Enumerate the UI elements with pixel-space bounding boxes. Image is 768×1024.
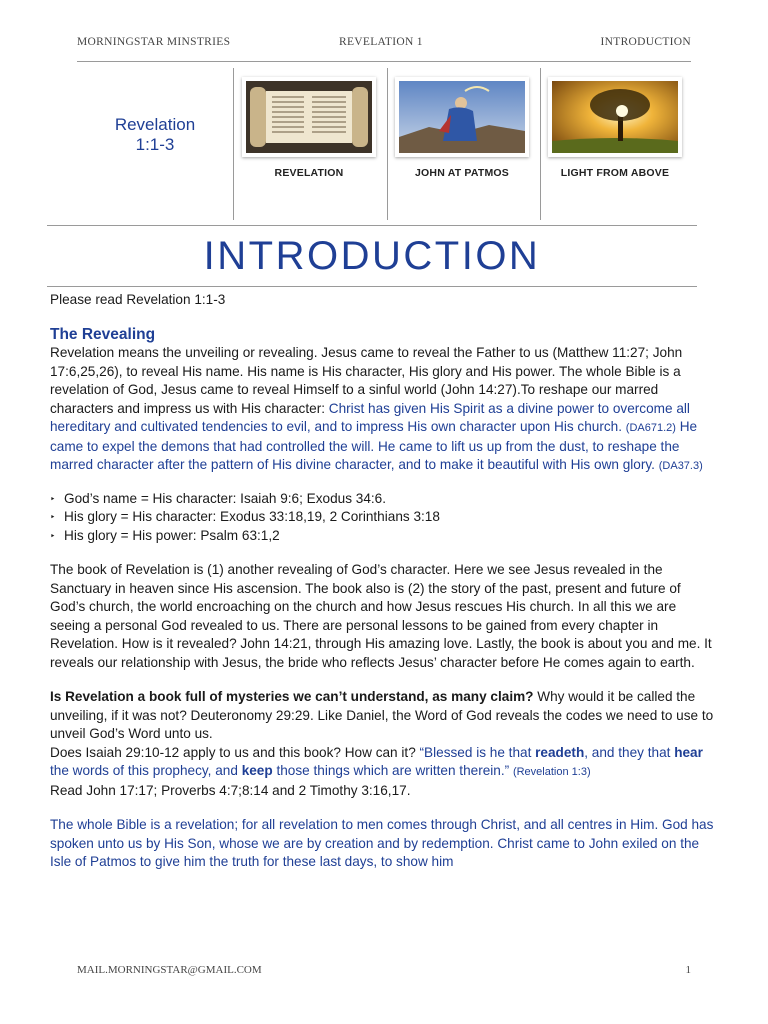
- paragraph-text: Revelation means the unveiling or revealing. Jesus came to reveal the Father to us (Matthew 11:27; John 17:6,25,26), to reveal His name. His name is His character, His glory and His power. The whole Bible is a revelation of God, Jesus came to reveal Himself to a sinful world (John 14:27).To reshape our marred characters and impress us with His character:: [50, 345, 683, 416]
- header-section: INTRODUCTION: [600, 36, 691, 48]
- book-title: Revelation: [114, 115, 196, 134]
- page-number: 1: [685, 964, 691, 976]
- bullet-icon: ‣: [50, 512, 56, 522]
- bullet-icon: ‣: [50, 530, 56, 541]
- paragraph-whole-bible: The whole Bible is a revelation; for all revelation to men comes through Christ, and all centres in Him. God has spoken unto us by His Son, whose we are by creation and by redemption. Christ came to John exiled on the Isle of Patmos to give him the truth for these last days, to show him: [50, 817, 714, 869]
- banner-image-light-from-above: [545, 77, 685, 179]
- bullet-icon: ‣: [50, 493, 56, 504]
- caption-revelation: REVELATION: [274, 167, 344, 179]
- running-header: [77, 36, 691, 50]
- footer-email: MAIL.MORNINGSTAR@GMAIL.COM: [77, 964, 262, 976]
- book-reference: [95, 115, 215, 155]
- section-heading: The Revealing: [50, 325, 156, 343]
- john-painting-image: [399, 81, 525, 153]
- paragraph-reading: Read John 17:17; Proverbs 4:7;8:14 and 2 Timothy 3:16,17.: [50, 782, 411, 798]
- banner-divider: [540, 68, 541, 220]
- citation: (Revelation 1:3): [512, 766, 591, 778]
- paragraph-isaiah: Does Isaiah 29:10-12 apply to us and this book? How can it? “Blessed is he that readeth, and they that hear the words of this prophecy, and keep those things which are written therein.” (Revelation 1:3): [50, 744, 703, 778]
- citation: (DA671.2): [625, 422, 676, 434]
- sunlit-tree-image: [552, 81, 678, 153]
- keyword: hear: [674, 744, 703, 760]
- list-item: ‣ God’s name = His character: Isaiah 9:6; Exodus 34:6.: [50, 490, 718, 509]
- banner-divider: [233, 68, 234, 220]
- caption-john-at-patmos: JOHN AT PATMOS: [415, 167, 509, 179]
- list-item: ‣ His glory = His power: Psalm 63:1,2: [50, 527, 718, 546]
- bullet-list: [50, 490, 718, 546]
- banner-divider: [387, 68, 388, 220]
- banner-image-john-at-patmos: [392, 77, 532, 179]
- banner-image-revelation: [239, 77, 379, 179]
- book-chapter-verse: 1:1-3: [135, 135, 175, 154]
- citation: (DA37.3): [658, 460, 703, 472]
- reading-instruction: Please read Revelation 1:1-3: [50, 292, 226, 307]
- title-rule-top: [47, 225, 697, 226]
- title-rule-bottom: [47, 286, 697, 287]
- list-item: ‣ His glory = His character: Exodus 33:18,19, 2 Corinthians 3:18: [50, 508, 718, 527]
- header-ministry: MORNINGSTAR MINSTRIES: [77, 36, 231, 48]
- question-bold: Is Revelation a book full of mysteries we can’t understand, as many claim?: [50, 689, 534, 704]
- paragraph-mysteries: Is Revelation a book full of mysteries we can’t understand, as many claim? Why would it be called the unveiling, if it was not? Deuteronomy 29:29. Like Daniel, the Word of God reveals the codes we need to use to unveil God’s Word unto us.: [50, 689, 714, 741]
- caption-light-from-above: LIGHT FROM ABOVE: [560, 167, 670, 179]
- keyword: keep: [241, 763, 273, 778]
- page-title: INTRODUCTION: [203, 234, 541, 278]
- paragraph-revealing: [50, 344, 718, 476]
- header-rule: [77, 61, 691, 62]
- quotation: “Blessed is he that readeth, and they that hear the words of this prophecy, and keep those things which are written therein.”: [50, 744, 703, 778]
- scroll-image: [246, 81, 372, 153]
- quotation: He came to expel the demons that had controlled the will. He came to lift us up from the dust, to reshape the marred character after the pattern of His divine character, and to make it beautiful with His own glory.: [50, 419, 698, 472]
- keyword: readeth: [535, 744, 585, 760]
- body-text: [50, 291, 718, 872]
- header-chapter: REVELATION 1: [339, 36, 423, 48]
- quotation: Christ has given His Spirit as a divine power to overcome all hereditary and cultivated tendencies to evil, and to impress His own character upon His church.: [50, 400, 690, 434]
- paragraph-book-overview: The book of Revelation is (1) another revealing of God’s character. Here we see Jesus revealed in the Sanctuary in heaven since His ascension. The book also is (2) the story of the past, present and future of God’s church, the world encroaching on the church and how Jesus rescues His church. In all this we are seeing a personal God revealed to us. There are personal lessons to be gained from every chapter in Revelation. How is it revealed? John 14:21, through His amazing love. Lastly, the book is about you and me. It reveals our relationship with Jesus, the bride who reflects Jesus’ character before He comes again to earth.: [50, 562, 712, 670]
- page-footer: [77, 964, 691, 976]
